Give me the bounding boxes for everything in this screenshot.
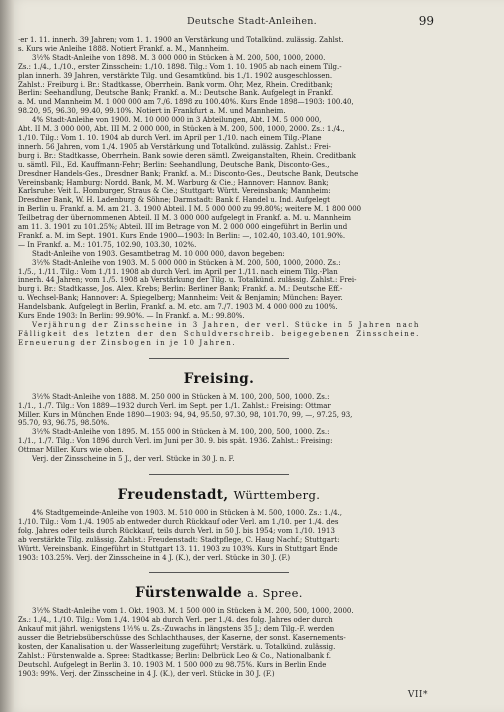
text-line: Karlsruhe: Veit L. Homburger, Straus & Cie.; Stuttgart: Württ. Vereinsbank; Mannheim: [18, 187, 331, 196]
fuerstenwalde-section [18, 585, 420, 678]
text-line: ·er 1. 11. innerh. 39 Jahren; vom 1. 1. 1900 an Verstärkung und Totalkünd. zulässig. Zahlst. [18, 36, 344, 44]
text-line: Handelsbank. Aufgelegt in Berlin, Frankf. a. M. etc. am 7./7. 1903 M. 4 000 000 zu 100%. [18, 303, 338, 312]
text-line: plan innerh. 39 Jahren, verstärkte Tilg. und Gesamtkünd. bis 1./1. 1902 ausgeschlossen. [18, 71, 333, 80]
text-line: Stadt-Anleihe von 1903. Gesamtbetrag M. 10 000 000, davon begeben: [32, 249, 285, 258]
text-line: Ankauf mit jährl. wenigstens 1½% u. Zs.-Zuwachs in längstens 35 J.; dem Tilg.-F. werden [18, 625, 335, 634]
text-line: Deutschl. Aufgelegt in Berlin 3. 10. 1903 M. 1 500 000 zu 98.75%. Kurs in Berlin Ende [18, 660, 327, 669]
city-heading-main: Fürstenwalde [135, 585, 242, 602]
text-line: 4% Stadtgemeinde-Anleihe von 1903. M. 510 000 in Stücken à M. 500, 1000. Zs.: 1./4., [32, 508, 342, 517]
text-line: Miller. Kurs in München Ende 1890—1903: 94, 94, 95.50, 97.30, 98, 101.70, 99, —, 97.25, 93, [18, 410, 353, 419]
city-heading [18, 585, 420, 601]
text-line: innerh. 44 Jahren; vom 1./5. 1908 ab Verstärkung der Tilg. u. Totalkünd. zulässig. Zahlst.: Frei- [18, 276, 357, 285]
running-title: Deutsche Stadt-Anleihen. [187, 16, 317, 27]
section-divider [149, 358, 289, 359]
text-line: kosten, der Kanalisation u. der Wasserleitung zugeführt; Verstärk. u. Totalkünd. zulässig. [18, 643, 336, 652]
printer-signature: VII* [407, 690, 428, 700]
text-line: ausser die Betriebsüberschüsse des Schlachthauses, der Kaserne, der sonst. Kasernements- [18, 634, 346, 643]
text-line: u. Wechsel-Bank; Hannover: A. Spiegelberg; Mannheim: Veit & Benjamin; München: Bayer. [18, 294, 343, 303]
city-heading-sub: a. Spree. [247, 586, 303, 601]
text-line: 95.70, 93, 96.75, 98.50%. [18, 419, 110, 428]
text-line: 1./5., 1./11. Tilg.: Vom 1./11. 1908 ab durch Verl. im April per 1./11. nach einem Tilg.-Plan [18, 267, 338, 276]
text-line: 3½% Stadt-Anleihe von 1898. M. 3 000 000 in Stücken à M. 200, 500, 1000, 2000. [32, 53, 326, 62]
text-line: ab verstärkte Tilg. zulässig. Zahlst.: Freudenstadt: Stadtpflege, C. Haug Nachf.; Stuttgart: [18, 535, 340, 544]
text-line: Frankf. a. M. im Sept. 1901. Kurs Ende 1900—1903: In Berlin: —, 102.40, 103.40, 101.90%. [18, 231, 346, 240]
text-line: Teilbetrag der übernommenen Abteil. II M. 3 000 000 aufgelegt in Frankf. a. M. u. Mannheim [18, 214, 352, 223]
text-line: Dresdner Bank, W. H. Ladenburg & Söhne; Darmstadt: Bank f. Handel u. Ind. Aufgelegt [18, 196, 330, 205]
text-line: 1./10. Tilg.: Vom 1. 10. 1904 ab durch Verl. im April per 1./10. nach einem Tilg.-Plane [18, 133, 322, 142]
text-line: burg i. Br.: Stadtkasse, Oberrhein. Bank sowie deren sämtl. Zweiganstalten, Rhein. Creditbank [18, 151, 356, 160]
text-line: 1./1., 1./7. Tilg.: Von 1889—1932 durch Verl. im Sept. per 1./1. Zahlst.: Freising: Ottmar [18, 401, 331, 410]
section-divider [149, 572, 289, 573]
text-line: u. sämtl. Fil., Ed. Kauffmann-Fehr; Berlin: Seehandlung, Deutsche Bank, Disconto-Ges., [18, 160, 330, 169]
text-line: 3½% Stadt-Anleihe von 1888. M. 250 000 in Stücken à M. 100, 200, 500, 1000. Zs.: [32, 392, 330, 401]
text-line: Ottmar Miller. Kurs wie oben. [18, 446, 124, 455]
text-line: 98.20, 95, 96.30, 99.40, 99.10%. Notiert in Frankfurt a. M. und Mannheim. [18, 107, 286, 116]
text-line: Zahlst.: Freiburg i. Br.: Stadtkasse, Oberrhein. Bank vorm. Ohr, Mez, Rhein. Creditbank; [18, 80, 333, 89]
text-line: 1./1., 1./7. Tilg.: Von 1896 durch Verl. im Juni per 30. 9. bis spät. 1936. Zahlst.: Freising: [18, 437, 333, 446]
text-line: s. Kurs wie Anleihe 1888. Notiert Frankf. a. M., Mannheim. [18, 44, 230, 53]
verjaehrung-note: Verjährung der Zinsscheine in 3 Jahren, der verl. Stücke in 5 Jahren nach Fälligkeit des letzten der den Schuldverschreib. beigegebenen Zinsscheine. Erneuerung der Zinsbogen in je 10 Jahren. [18, 321, 420, 347]
text-line: a. M. und Mannheim M. 1 000 000 am 7./6. 1898 zu 100.40%. Kurs Ende 1898—1903: 100.40, [18, 98, 354, 107]
text-line: 1./10. Tilg.: Vom 1./4. 1905 ab entweder durch Rückkauf oder Verl. am 1./10. per 1./4. des [18, 517, 339, 526]
city-heading [18, 487, 420, 503]
text-line: in Berlin u. Frankf. a. M. am 21. 3. 1900 Abteil. I M. 5 000 000 zu 99.80%; weitere M. 1 800 000 [18, 205, 362, 214]
text-line: 1903: 99%. Verj. der Zinsscheine in 4 J. (K.), der verl. Stücke in 30 J. (F.) [18, 669, 275, 678]
text-line: innerh. 56 Jahren, vom 1./4. 1905 ab Verstärkung und Totalkünd. zulässig. Zahlst.: Frei- [18, 142, 331, 151]
page-content [18, 36, 420, 679]
text-line: 3½% Stadt-Anleihe von 1903. M. 5 000 000 in Stücken à M. 200, 500, 1000, 2000. Zs.: [32, 258, 341, 267]
city-heading-sub: Württemberg. [233, 487, 321, 502]
text-line: Zs.: 1./4., 1./10., erster Zinsschein: 1./10. 1898. Tilg.: Vom 1. 10. 1905 ab nach einem Tilg.- [18, 62, 342, 71]
text-line: Württ. Vereinsbank. Eingeführt in Stuttgart 13. 11. 1903 zu 103%. Kurs in Stuttgart Ende [18, 544, 338, 553]
text-line: 3½% Stadt-Anleihe vom 1. Okt. 1903. M. 1 500 000 in Stücken à M. 200, 500, 1000, 2000. [32, 607, 354, 616]
freising-section [18, 371, 420, 475]
freudenstadt-section [18, 487, 420, 573]
text-line: Vereinsbank; Hamburg: Nordd. Bank, M. M. Warburg & Cie.; Hannover: Hannov. Bank; [18, 178, 329, 187]
text-line: Dresdner Handels-Ges., Dresdner Bank; Frankf. a. M.: Disconto-Ges., Deutsche Bank, Deutsche [18, 169, 359, 178]
city-heading: Freising. [183, 370, 255, 387]
section-divider [149, 474, 289, 475]
text-line: Berlin: Seehandlung, Deutsche Bank; Frankf. a. M.: Deutsche Bank. Aufgelegt in Frankf. [18, 89, 334, 98]
book-binding-shadow [0, 0, 14, 712]
text-line: folg. Jahres oder teils durch Rückkauf, teils durch Verl. in 50 J. bis 1954; vom 1./10. 1913 [18, 526, 335, 535]
text-line: 4% Stadt-Anleihe von 1900. M. 10 000 000 in 3 Abteilungen, Abt. I M. 5 000 000, [32, 116, 322, 125]
city-heading-main: Freudenstadt, [117, 486, 229, 503]
text-line: am 11. 3. 1901 zu 101.25%; Abteil. III im Betrage von M. 2 000 000 eingeführt in Berlin und [18, 223, 348, 232]
text-line: Zahlst.: Fürstenwalde a. Spree: Stadtkasse; Berlin: Delbrück Leo & Co., Nationalbank f. [18, 651, 331, 660]
text-line: burg i. Br.: Stadtkasse, Jos. Alex. Krebs; Berlin: Berliner Bank; Frankf. a. M.: Deutsche Eff.- [18, 285, 343, 294]
text-line: 3½% Stadt-Anleihe von 1895. M. 155 000 in Stücken à M. 100, 200, 500, 1000. Zs.: [32, 428, 330, 437]
page-number: 99 [418, 14, 434, 28]
verjaehrung-note: Verj. der Zinsscheine in 5 J., der verl. Stücke in 30 J. n. F. [32, 455, 235, 464]
text-line: 1903: 103.25%. Verj. der Zinsscheine in 4 J. (K.), der verl. Stücke in 30 J. (F.) [18, 553, 291, 562]
text-line: Kurs Ende 1903: In Berlin: 99.90%. — In Frankf. a. M.: 99.80%. [18, 312, 245, 321]
text-line: Abt. II M. 3 000 000, Abt. III M. 2 000 000, in Stücken à M. 200, 500, 1000, 2000. Zs.: 1./4., [18, 125, 345, 134]
text-line: Zs.: 1./4., 1./10. Tilg.: Vom 1./4. 1904 ab durch Verl. per 1./4. des folg. Jahres oder durch [18, 616, 333, 625]
freiburg-continuation-section [18, 36, 420, 359]
text-line: — In Frankf. a. M.: 101.75, 102.90, 103.30, 102%. [18, 240, 197, 249]
